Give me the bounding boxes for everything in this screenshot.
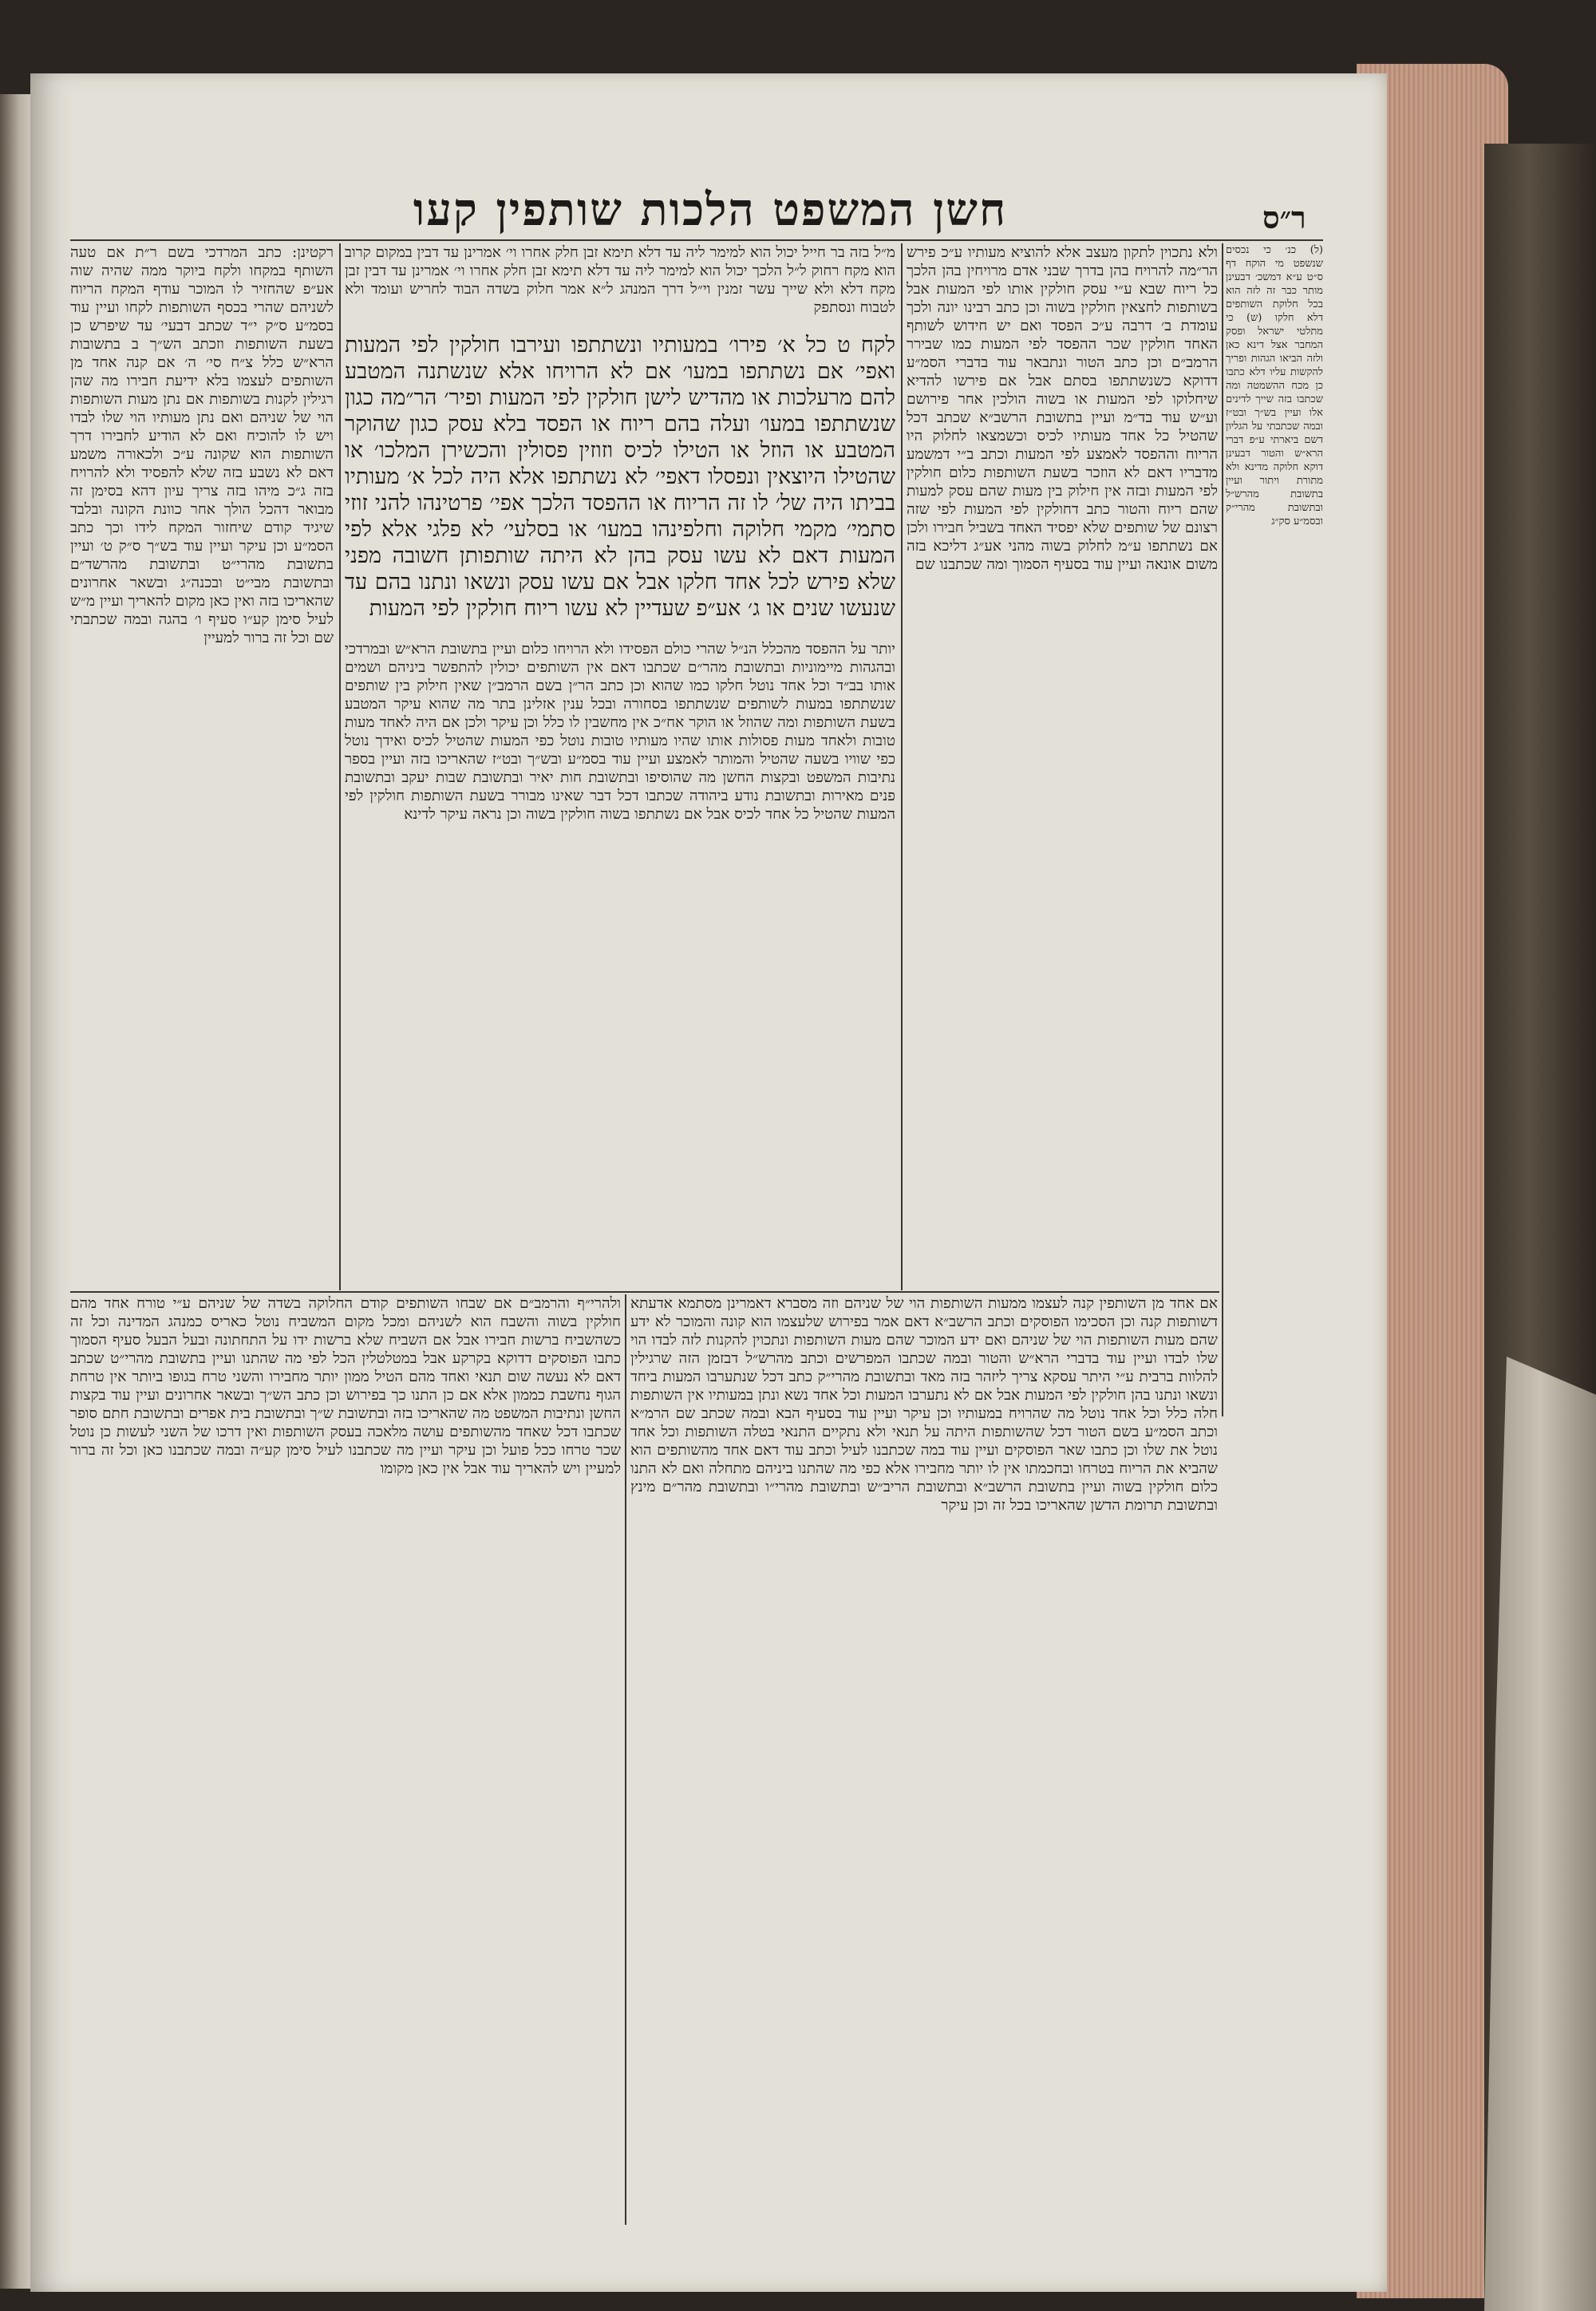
commentary-text: יותר על ההפסד מהכלל הנ״ל שהרי כולם הפסידו ולא הרויחו כלום ועיין בתשובת הרא״ש ובמרדכי ובהגהות מיימוניות ובתשובת מהר״ם שכתבו דאם אין השותפים יכולין להתפשר ביניהם ושמים אותו בב״ד וכל אחד נוטל חלקו כמו שהוא וכן כתב הר״ן בשם הרמב״ן שאין חילוק בין שותפים שנשתתפו במעות לשותפים שנשתתפו בסחורה ובכל ענין אזלינן בתר מה שהוא עיקר המטבע בשעת השותפות ומה שהוזל או הוקר אח״כ אין מחשבין לו כלל וכן עיקר ולכן אם היה לאחד מעות טובות ולאחד מעות פסולות אותו שהיו מעותיו טובות נוטל כפי המעות שהטיל לכיס ואידך נוטל כפי שוויו בשעה שהטיל והמותר לאמצע ועיין עוד בסמ״ע ובש״ך ובט״ז שהאריכו בזה ועיין בספר נתיבות המשפט ובקצות החשן מה שהוסיפו ובתשובת חות יאיר ובתשובת שבות יעקב ובתשובת פנים מאירות ובתשובת נודע ביהודה שכתבו דכל דבר שאינו מבורר בשעת השותפות חולקין לפי המעות שהטיל כל אחד לכיס אבל אם נשתתפו בשוה חולקין בשוה וכן נראה עיקר לדינא: [345, 641, 895, 823]
commentary-text: מ״ל בזה בר חייל יכול הוא למימר ליה עד דלא תימא זבן חלק אחרו וי׳ אמרינן עד דבין במקום קרוב הוא מקח רחוק ל״ל הלכך יכול הוא למימר ליה עד דלא תימא זבן חלק אחרו וי׳ אמרינן עד דבין זבן מקח דלא ולא שייך עשר זמנין וי״ל דרך המנהג ל״א אמר חלוק בשדה הבוד לחריש ועומד ולא לטבוח ונסתפק: [345, 244, 895, 316]
running-header-folio: ר״ס: [1262, 199, 1306, 235]
commentary-text: ולא נתכוין לתקון מעצב אלא להוציא מעותיו ע״כ פירש הר״מה להרויח בהן בדרך שבני אדם מרויחין בהן הלכך כל ריוח שבא ע״י עסק חולקין אותו לפי המעות אבל בשותפות לחצאין חולקין בשוה וכן כתב רבינו יונה ולכך עומדת ב׳ דרבה ע״כ הפסד ואם יש חידוש לשותף האחד חולקין שכר ההפסד לפי המעות כמו שבירר הרמב״ם וכן כתב הטור ונתבאר עוד בדברי הסמ״ע דדוקא כשנשתתפו בסתם אבל אם פירשו להדיא שיחלוקו לפי המעות או בשוה הולכין אחר פירושם וע״ש עוד בד״מ ועיין בתשובת הרשב״א שכתב דכל שהטיל כל אחד מעותיו לכיס וכשמצאו לחלוק היו הריוח וההפסד לאמצע לפי המעות וכתב ב״י דמשמע מדבריו דאם לא הוזכר בשעת השותפות כלום חולקין לפי המעות ובזה אין חילוק בין מעות שהם עסק למעות שהם ריוח והטור כתב דחולקין לפי המעות לפי שזה רצונם של שותפים שלא יפסיד האחד בשביל חבירו ולכן אם נשתתפו ע״מ לחלוק בשוה מהני אע״ג דליכא בזה משום אונאה ועיין עוד בסעיף הסמוך ומה שכתבנו שם: [907, 244, 1218, 573]
commentary-below-main-text: [345, 640, 895, 1290]
running-header-title: חשן המשפט הלכות שותפין קעו: [413, 184, 1008, 236]
commentary-text: רקטינן: כתב המרדכי בשם ר״ת אם טעה השותף במקחו ולקח ביוקר ממה שהיה שוה אע״פ שהחזיר לו המוכר עודף המקח הריוח לשניהם שהרי בכסף השותפות לקחו ועיין עוד בסמ״ע ס״ק י״ד שכתב דבעי׳ עד שיפרש כן בשעת השותפות וזכתב הש״ך ב בתשובות הרא״ש כלל צ״ח סי׳ ה׳ אם קנה אחד מן השותפים לעצמו בלא ידיעת חבירו מה שהן רגילין לקנות בשותפות אם נתן מעות השותפות הוי של שניהם ואם נתן מעותיו הוי שלו לבדו ויש לו להוכיח ואם לא הודיע לחבירו דרך השותפות הוא שקונה ע״כ ולכאורה משמע דאם לא נשבע בזה שלא להפסיד ולא להרויח בזה ג״כ מיהו בזה צריך עיון דהא בסימן זה מבואר דהכל הולך אחר כוונת הקונה ובלבד שיגיד קודם שיחזור המקח לידו וכך כתב הסמ״ע וכן עיקר ועיין עוד בש״ך ס״ק ט׳ ועיין בתשובת מהרי״ט ובתשובת מהרשד״ם ובתשובת מבי״ט ובכנה״ג ובשאר אחרונים שהאריכו בזה ואין כאן מקום להאריך ועיין מ״ש לעיל סימן קע״ו סעיף ו׳ בהגה ובמה שכתבתי שם וכל זה ברור למעיין: [70, 244, 334, 646]
main-text: [345, 332, 895, 637]
commentary-rule-left: [339, 243, 341, 1290]
commentary-text: אם אחד מן השותפין קנה לעצמו ממעות השותפות הוי של שניהם וזה מסברא דאמרינן מסתמא אדעתא דשותפות קנה וכן הסכימו הפוסקים וכתב הרשב״א דאם אמר בפירוש שלעצמו הוא קונה והמוכר לא ידע שהם מעות השותפות הוי של שניהם ואם ידע המוכר שהם מעות השותפות ונתכוין להקנות לזה לבדו הוי שלו לבדו ועיין עוד בדברי הרא״ש והטור ובמה שכתבו המפרשים וכתב מהרש״ל דבזמן הזה שרגילין להלוות ברבית ע״י היתר עסקא צריך ליזהר בזה מאד ובתשובת מהרי״ק כתב דכל שנתערבו המעות ביחד ונשאו ונתנו בהן חולקין לפי המעות אבל אם לא נתערבו המעות וכל אחד נשא ונתן במעותיו אין השותפות חלה כלל וכל אחד נוטל מה שהרויח במעותיו וכן עיקר ועיין עוד בסעיף הבא ובמה שכתב שם הרמ״א וכתב הסמ״ע בשם הטור דכל שהשותפות היתה על תנאי ולא נתקיים התנאי בטלה השותפות וכל אחד נוטל את שלו וכן כתבו שאר הפוסקים ועיין עוד במה שכתבנו לעיל וכתב עוד דאם אחד מהשותפים הוא שהביא את הריוח בטרחו ובחכמתו אין לו יותר מחבירו אלא כפי מה שהתנו ביניהם מתחלה ואם לא התנו כלום חולקין בשוה ועיין בתשובת הרשב״א ובתשובת הריב״ש ובתשובת מהרי״ו ובתשובת מהר״ם מינץ ובתשובת תרומת הדשן שהאריכו בכל זה וכן עיקר: [630, 1295, 1218, 1514]
margin-notes-text: (ל) כנ׳ כי נכסים שנשפט מי הוקח דף ס״ט ע״א דמשכ׳ דבעינן מותר כבר זה לזה הוא בכל חלוקת השותפים דלא חלקו (ש) כי מתלטי ישראל ופסק המחבר אצל דינא כאן ולזה הביאו הגהות ופריך להקשות עליו דלא כתבו כן מכח ההשמטה ומה שכתבו בזה שייך לדינים אלו ועיין בש״ך ובט״ז ובמה שכתבתי על הגליון דשם ביארתי ע״פ דברי הרא״ש והטור דבעינן דוקא חלוקה מדינא ולא מתורת ויתור ועיין בתשובת מהרש״ל ובתשובת מהרי״ק ובסמ״ע סק״ג: [1226, 244, 1323, 527]
commentary-lower-left: [70, 1294, 621, 2225]
main-text-paragraph: לקח ט כל א׳ פירו׳ במעותיו ונשתתפו ועירבו חולקין לפי המעות ואפי׳ אם נשתתפו במעו׳ אם לא הרויחו אלא שנשתנה המטבע להם מרעלכות או מהדיש לישן חולקין לפי המעות ופיר׳ הר״מה כגון שנשתתפו במעו׳ ועלה בהם ריוח או הפסד בלא עסק כגון שהוקר המטבע או הוזל או הטילו לכיס וזוזין פסולין והכשירן המלכו׳ או שהטילו היוצאין ונפסלו דאפי׳ לא נשתתפו אלא היה לכל א׳ מעותיו בביתו היה של׳ לו זה הריוח או ההפסד הלכך אפי׳ פרטינהו להני זוזי סתמי׳ מקמי חלוקה וחלפינהו במעו׳ או בסלעי׳ לא פלגי אלא לפי המעות דאם לא עשו עסק בהן לא היתה שותפותן חשובה מפני שלא פירש לכל אחד חלקו אבל אם עשו עסק ונשאו ונתנו בהם עד שנעשו שנים או ג׳ אע״פ שעדיין לא עשו ריוח חולקין לפי המעות: [345, 333, 895, 621]
commentary-rule-right: [901, 243, 903, 1290]
commentary-above-main-text: [345, 243, 895, 330]
commentary-column-left-upper: [70, 243, 334, 1289]
header-rule: [70, 239, 1323, 241]
lower-column-rule: [625, 1294, 626, 2225]
commentary-text: ולהרי״ף והרמב״ם אם שבחו השותפים קודם החלוקה בשדה של שניהם ע״י טורח אחד מהם חולקין בשוה והשבח הוא לשניהם ומכל מקום המשביח נוטל כאריס כמנהג המדינה וכל זה כשהשביח ברשות חבירו אבל אם השביח שלא ברשות ידו על התחתונה ובעל הבעל סעיף הסמוך כתבו הפוסקים דדוקא בקרקע אבל במטלטלין הכל לפי מה שהתנו ועיין בתשובת מהרי״ט שכתב דאם לא נעשה שום תנאי ואחד מהם הטיל ממון יותר מחבירו והשני טרח בגופו ביותר אין טרחת הגוף נחשבת כממון אלא אם כן התנו כך בפירוש וכן כתב הש״ך ובשאר אחרונים ועיין עוד בקצות החשן ונתיבות המשפט מה שהאריכו בזה ובתשובת ש״ך ובתשובת בית אפרים ובתשובת חתם סופר שכתבו דכל שאחד מהשותפים עושה מלאכה בעסק השותפות ואין דרכו של השני לעשות כן נוטל שכר טרחו ככל פועל וכן עיקר ועיין מה שכתבנו לעיל סימן קע״ה ובמה שכתבנו כאן וכל זה ברור למעיין ויש להאריך עוד אבל אין כאן מקומו: [70, 1295, 621, 1477]
commentary-column-right-upper: [907, 243, 1218, 1293]
margin-notes: [1226, 243, 1323, 1416]
commentary-lower-right: [630, 1294, 1218, 2225]
margin-column-rule: [1222, 243, 1223, 1416]
